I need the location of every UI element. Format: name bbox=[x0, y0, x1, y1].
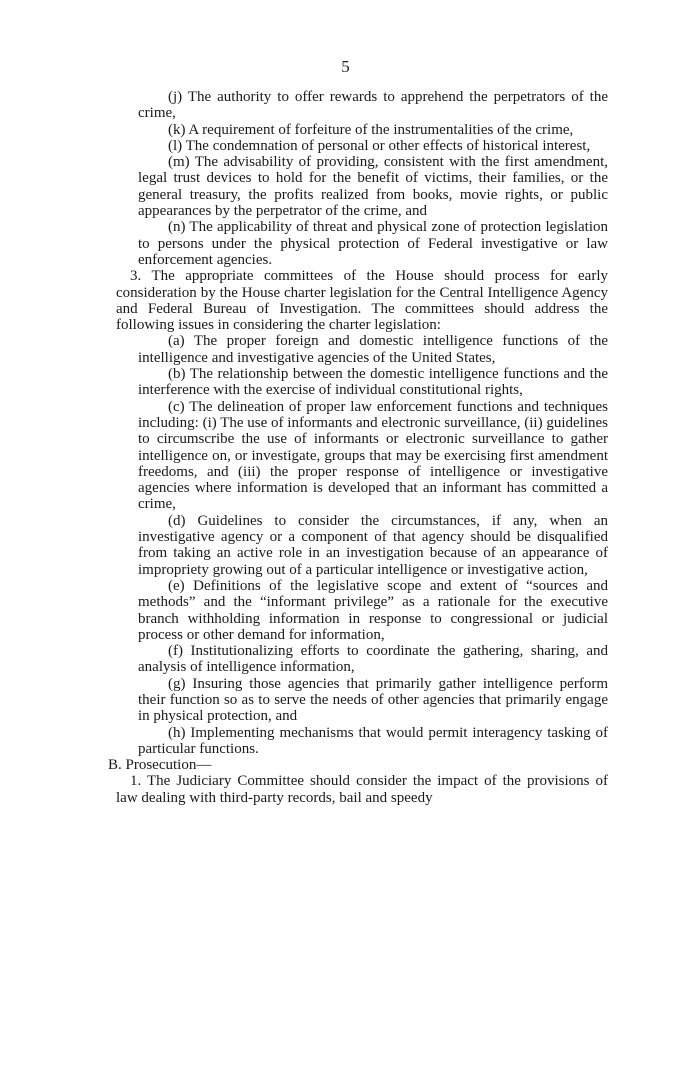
paragraph-n: (n) The applicability of threat and physical zone of protection legislation to persons under the physical protection of Federal investigative or law enforcement agencies. bbox=[138, 219, 608, 268]
paragraph-f: (f) Institutionalizing efforts to coordinate the gathering, sharing, and analysis of intelligence information, bbox=[138, 643, 608, 676]
paragraph-e: (e) Definitions of the legislative scope and extent of “sources and methods” and the “informant privilege” as a rationale for the executive branch withholding information in response to congressional or judicial process or other demand for information, bbox=[138, 577, 608, 643]
paragraph-a: (a) The proper foreign and domestic intelligence functions of the intelligence and investigative agencies of the United States, bbox=[138, 333, 608, 366]
paragraph-m: (m) The advisability of providing, consistent with the first amendment, legal trust devices to hold for the benefit of victims, their families, or the general treasury, the profits realized from books, movie rights, or public appearances by the perpetrator of the crime, and bbox=[138, 154, 608, 220]
paragraph-b: (b) The relationship between the domestic intelligence functions and the interference with the exercise of individual constitutional rights, bbox=[138, 366, 608, 399]
paragraph-c: (c) The delineation of proper law enforcement functions and techniques including: (i) The use of informants and electronic surveillance, (ii) guidelines to circumscribe the use of informants or electronic surveillance to gather intelligence on, or investigate, groups that may be exercising first amendment freedoms, and (iii) the proper response of intelligence or investigative agencies where information is developed that an informant has committed a crime, bbox=[138, 398, 608, 513]
paragraph-l: (l) The condemnation of personal or other effects of historical interest, bbox=[168, 137, 591, 154]
page-number: 5 bbox=[341, 57, 350, 76]
paragraph-b1: 1. The Judiciary Committee should consider the impact of the provisions of law dealing with third-party records, bail and speedy bbox=[116, 773, 608, 806]
paragraph-h: (h) Implementing mechanisms that would permit interagency tasking of particular functions. bbox=[138, 724, 608, 757]
document-body bbox=[108, 89, 608, 806]
paragraph-g: (g) Insuring those agencies that primarily gather intelligence perform their function so as to serve the needs of other agencies that primarily engage in physical protection, and bbox=[138, 675, 608, 725]
paragraph-3: 3. The appropriate committees of the House should process for early consideration by the House charter legislation for the Central Intelligence Agency and Federal Bureau of Investigation. The committees should address the following issues in considering the charter legislation: bbox=[116, 268, 608, 334]
paragraph-k: (k) A requirement of forfeiture of the instrumentalities of the crime, bbox=[168, 121, 574, 138]
paragraph-j: (j) The authority to offer rewards to apprehend the perpetrators of the crime, bbox=[138, 89, 608, 122]
section-heading-prosecution: B. Prosecution— bbox=[108, 757, 212, 774]
paragraph-d: (d) Guidelines to consider the circumstances, if any, when an investigative agency or a component of that agency should be disqualified from taking an active role in an investigation because of an appearance of impropriety growing out of a particular intelligence or investigative action, bbox=[138, 512, 608, 578]
